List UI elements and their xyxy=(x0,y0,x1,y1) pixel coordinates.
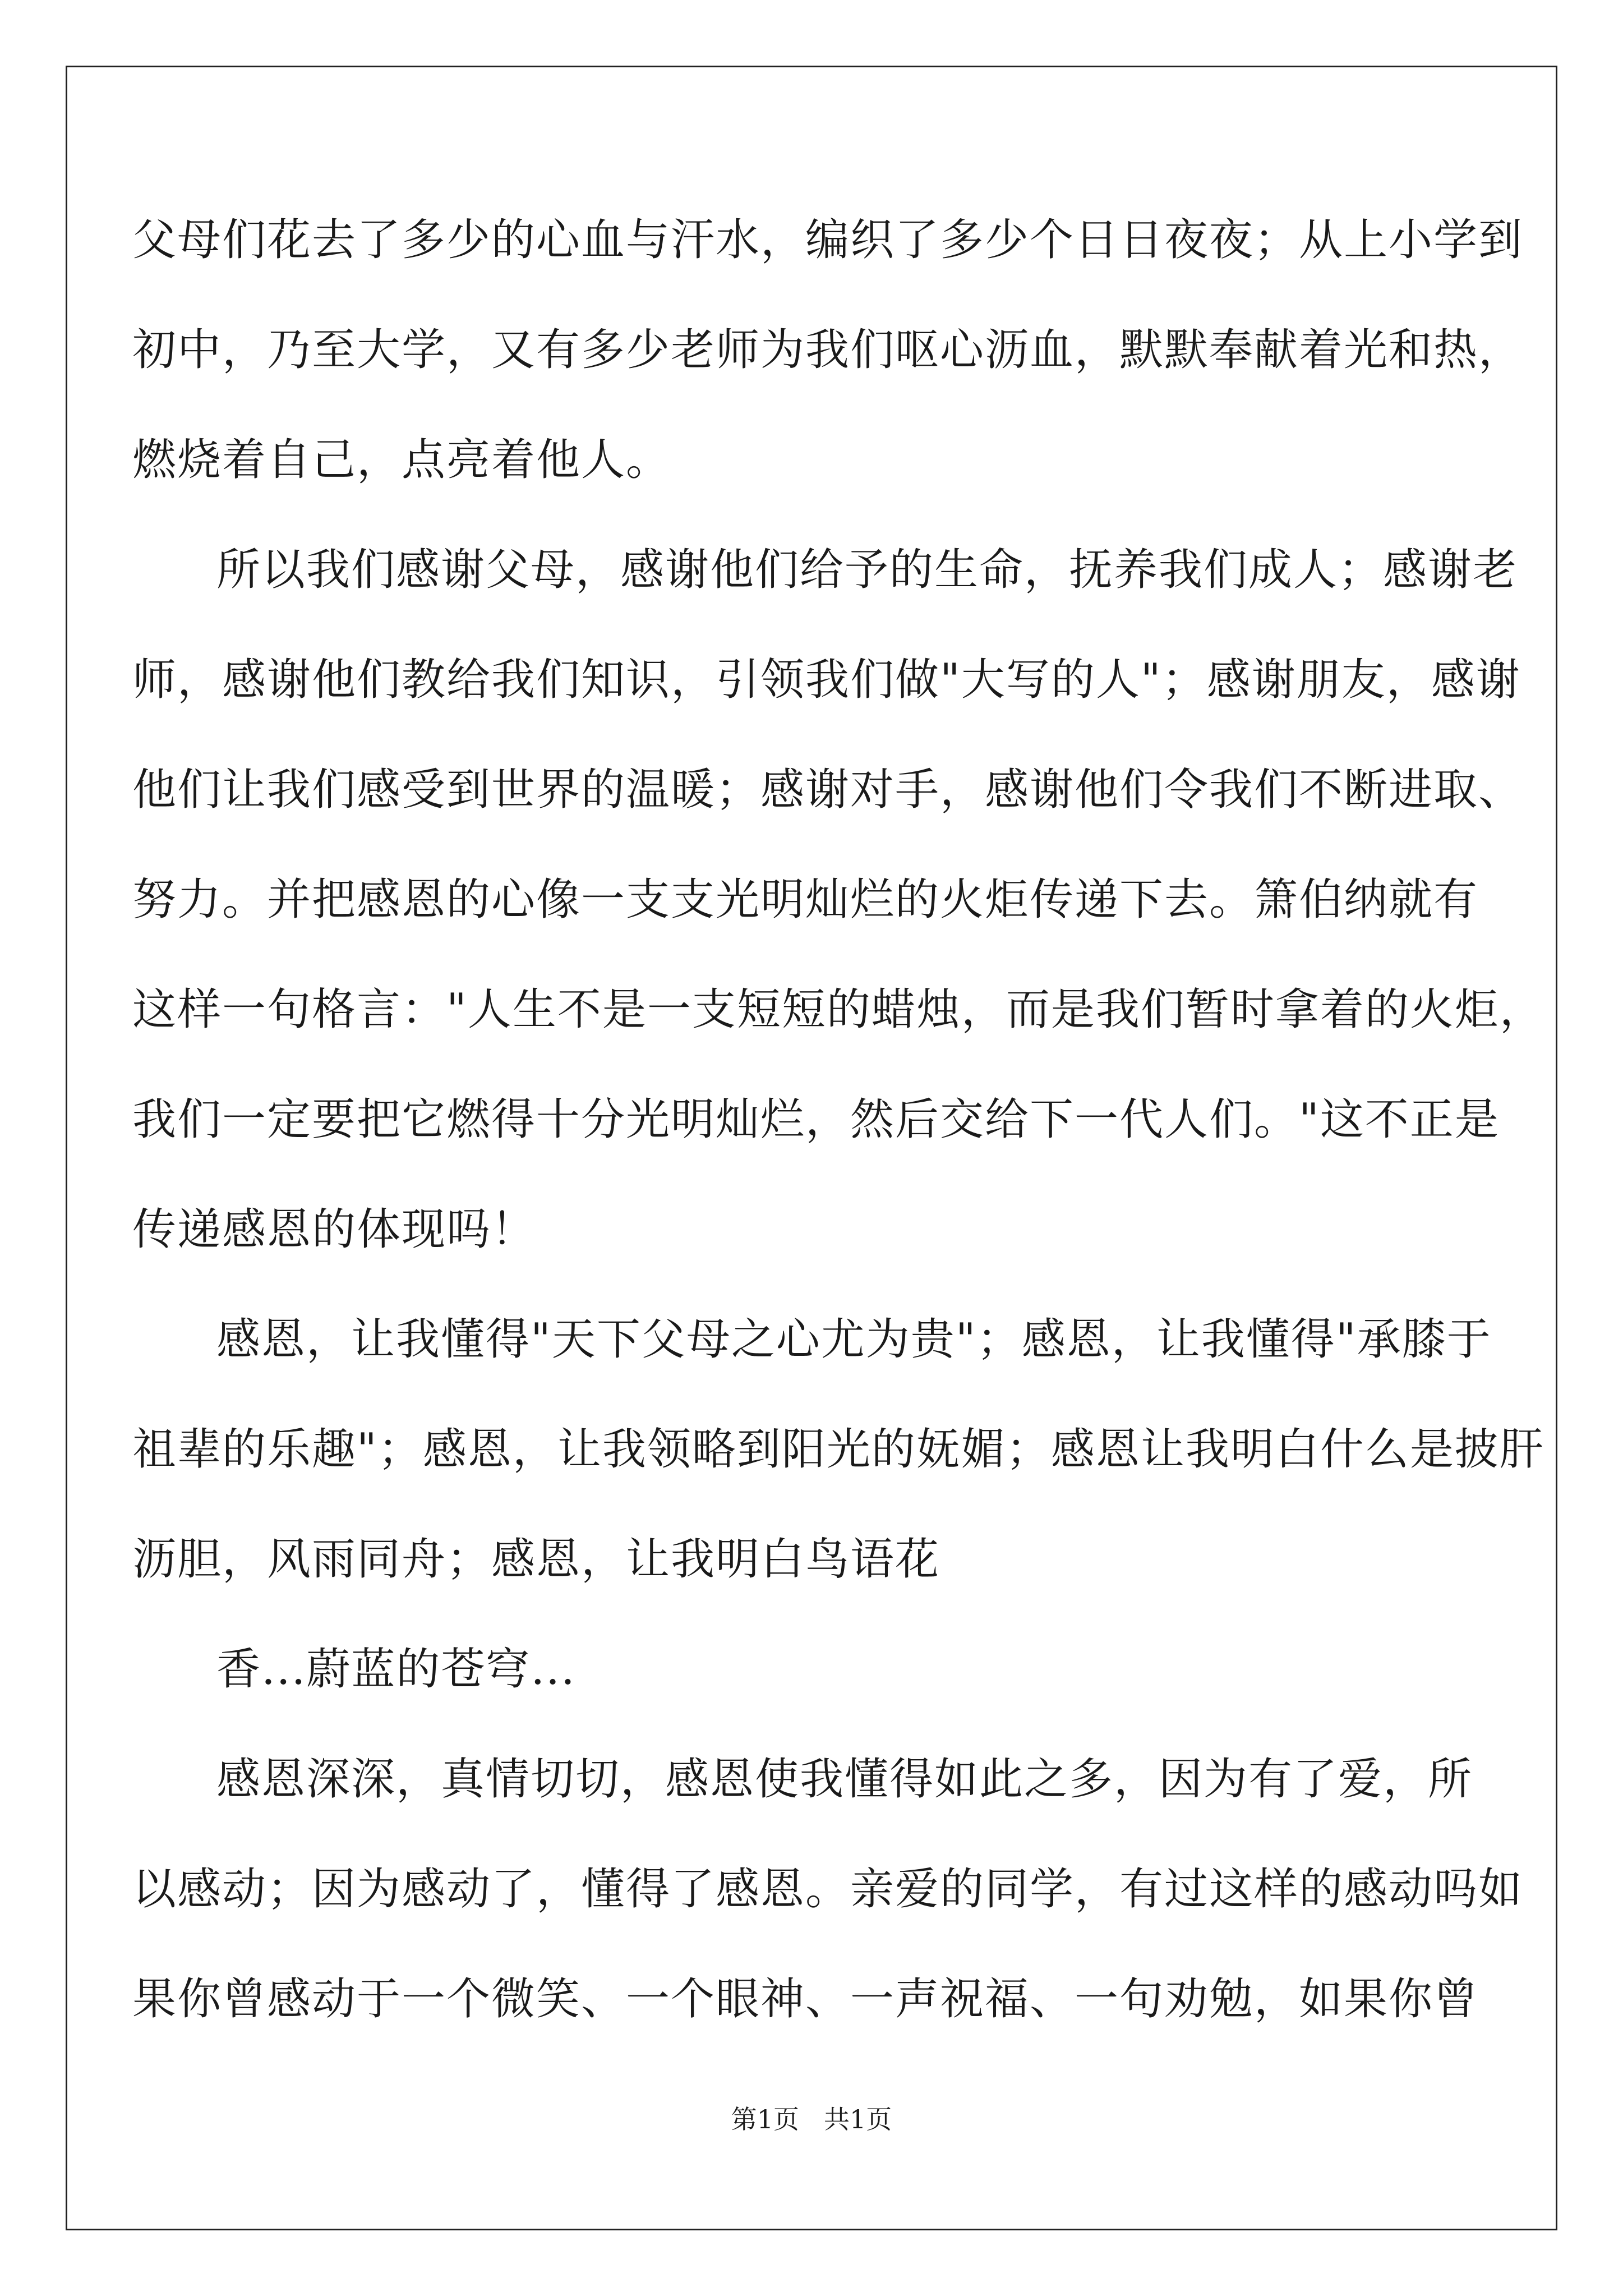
text-line: 初中，乃至大学，又有多少老师为我们呕心沥血，默默奉献着光和热， xyxy=(132,325,1524,375)
page-number-current: 第1页 xyxy=(731,2104,800,2134)
document-body xyxy=(132,185,1544,2054)
text-line: 祖辈的乐趣"；感恩，让我领略到阳光的妩媚；感恩让我明白什么是披肝 xyxy=(132,1424,1544,1475)
paragraph-5 xyxy=(132,1724,1524,2054)
paragraph-1 xyxy=(132,185,1524,515)
text-line: 这样一句格言："人生不是一支短短的蜡烛，而是我们暂时拿着的火炬， xyxy=(132,984,1544,1035)
text-line: 所以我们感谢父母，感谢他们给予的生命，抚养我们成人；感谢老 xyxy=(216,545,1518,595)
text-line: 沥胆，风雨同舟；感恩，让我明白鸟语花 xyxy=(132,1534,940,1585)
paragraph-4 xyxy=(132,1614,1490,1724)
text-line: 感恩深深，真情切切，感恩使我懂得如此之多，因为有了爱，所 xyxy=(216,1754,1473,1805)
text-line: 师，感谢他们教给我们知识，引领我们做"大写的人"；感谢朋友，感谢 xyxy=(132,655,1521,705)
text-line: 努力。并把感恩的心像一支支光明灿烂的火炬传递下去。箫伯纳就有 xyxy=(132,875,1479,925)
page-footer xyxy=(0,2099,1623,2136)
text-line: 他们让我们感受到世界的温暖；感谢对手，感谢他们令我们不断进取、 xyxy=(132,765,1524,815)
text-line: 传递感恩的体现吗！ xyxy=(132,1204,537,1255)
text-line: 香...蔚蓝的苍穹... xyxy=(216,1644,576,1695)
footer-spacer xyxy=(799,2104,824,2134)
paragraph-3 xyxy=(132,1285,1544,1614)
text-line: 感恩，让我懂得"天下父母之心尤为贵"；感恩，让我懂得"承膝于 xyxy=(216,1314,1492,1365)
text-line: 我们一定要把它燃得十分光明灿烂，然后交给下一代人们。"这不正是 xyxy=(132,1094,1500,1145)
text-line: 父母们花去了多少的心血与汗水，编织了多少个日日夜夜；从上小学到 xyxy=(132,215,1524,265)
paragraph-2 xyxy=(132,515,1544,1285)
text-line: 以感动；因为感动了，懂得了感恩。亲爱的同学，有过这样的感动吗如 xyxy=(132,1864,1524,1915)
text-line: 果你曾感动于一个微笑、一个眼神、一声祝福、一句劝勉，如果你曾 xyxy=(132,1974,1479,2024)
text-line: 燃烧着自己，点亮着他人。 xyxy=(132,435,671,485)
page-number-total: 共1页 xyxy=(823,2104,892,2134)
